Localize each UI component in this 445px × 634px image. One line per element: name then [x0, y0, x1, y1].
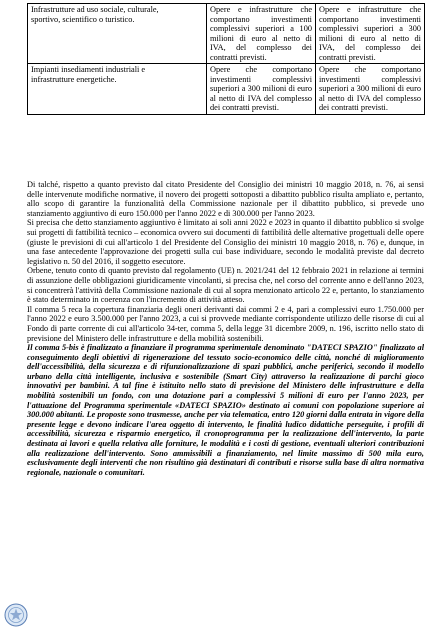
table-row: [28, 4, 425, 64]
table-cell-category: Impianti insediamenti industriali e infrastrutture energetiche.: [28, 64, 207, 115]
institutional-seal-icon: [4, 603, 28, 627]
table-cell-threshold: Opere che comportano investimenti complessivi superiori a 300 milioni di euro al netto di IVA del complesso dei contratti previsti.: [316, 64, 425, 115]
requirements-table: [27, 3, 425, 115]
table-cell-threshold: Opere e infrastrutture che comportano investimenti complessivi superiori a 100 milioni di euro al netto di IVA, del complesso dei contratti previsti.: [207, 4, 316, 64]
paragraph: Si precisa che detto stanziamento aggiuntivo è limitato ai soli anni 2022 e 2023 in quanto il dibattito pubblico si svolge sui progetti di fattibilità tecnico – economica ovvero sui documenti di fattibilità delle alternative progettuali delle opere (giuste le previsioni di cui all'articolo 1 del Presidente del Consiglio dei ministri 10 maggio 2018, n. 76) e, dunque, in una fase antecedente l'approvazione dei progetti sulla cui base individuare, secondo le modalità previste dal decreto legislativo n. 50 del 2016, il soggetto esecutore.: [27, 218, 424, 266]
paragraph: Orbene, tenuto conto di quanto previsto dal regolamento (UE) n. 2021/241 del 12 febbraio 2021 in relazione ai termini di assunzione delle obbligazioni giuridicamente vincolanti, si precisa che, nel corso del corrente anno e dell'anno 2023, si concentrerà l'attività della Commissione nazionale di cui al sopra menzionato articolo 22 e, pertanto, lo stanziamento è stato determinato in coerenza con l'incremento di attività atteso.: [27, 266, 424, 305]
table-row: [28, 64, 425, 115]
table-cell-category: Infrastrutture ad uso sociale, culturale, sportivo, scientifico o turistico.: [28, 4, 207, 64]
document-body: [27, 180, 424, 477]
table-cell-threshold: Opere e infrastrutture che comportano investimenti complessivi superiori a 300 milioni di euro al netto di IVA, del complesso dei contratti previsti.: [316, 4, 425, 64]
paragraph: Il comma 5 reca la copertura finanziaria degli oneri derivanti dai commi 2 e 4, pari a complessivi euro 1.750.000 per l'anno 2022 e euro 3.500.000 per l'anno 2023, a cui si provvede mediante corrispondente utilizzo delle risorse di cui al Fondo di parte corrente di cui all'articolo 34-ter, comma 5, della legge 31 dicembre 2009, n. 196, iscritto nello stato di previsione del Ministero delle infrastrutture e della mobilità sostenibili.: [27, 304, 424, 343]
paragraph-highlighted: Il comma 5-bis è finalizzato a finanziare il programma sperimentale denominato "DATECI SPAZIO" finalizzato al conseguimento degli obiettivi di rigenerazione del tessuto socio-economico delle città, nonché di miglioramento dell'accessibilità, della sicurezza e di rifunzionalizzazione di spazi pubblici, anche periferici, secondo il modello urbano della città intelligente, inclusiva e sostenibile (Smart City) attraverso la realizzazione di parchi gioco innovativi per bambini. A tal fine è istituito nello stato di previsione del Ministero delle infrastrutture e della mobilità sostenibili un fondo, con una dotazione pari a complessivi 5 milioni di euro per l'anno 2023, per l'attuazione del Programma sperimentale «DATECI SPAZIO» destinato ai comuni con popolazione superiore ai 300.000 abitanti. Le proposte sono trasmesse, anche per via telematica, entro 120 giorni dalla entrata in vigore della presente legge e devono indicare l'area oggetto di intervento, le finalità ludico didattiche perseguite, i profili di accessibilità, sicurezza e risparmio energetico, il cronoprogramma per la realizzazione dell'intervento, la parte destinata ai lavori e quella relativa alle forniture, le modalità e i costi di gestione, eventuali ulteriori contribuzioni alla realizzazione dell'intervento. Sono ammissibili a finanziamento, nel limite massimo di 500 mila euro, esclusivamente degli interventi che non risultino già destinatari di contributi e risorse sulla base di altra normativa regionale, nazionale o comunitari.: [27, 343, 424, 477]
table-cell-threshold: Opere che comportano investimenti complessivi superiori a 300 milioni di euro al netto di IVA del complesso dei contratti previsti.: [207, 64, 316, 115]
paragraph: Di talché, rispetto a quanto previsto dal citato Presidente del Consiglio dei ministri 10 maggio 2018, n. 76, ai sensi delle intervenute modifiche normative, il novero dei progetti sottoposti a dibattito pubblico risulta ampliato e, pertanto, allo scopo di garantire la funzionalità della Commissione nazionale per il dibattito pubblico, si prevede uno stanziamento aggiuntivo di euro 150.000 per l'anno 2022 e di 300.000 per l'anno 2023.: [27, 180, 424, 218]
